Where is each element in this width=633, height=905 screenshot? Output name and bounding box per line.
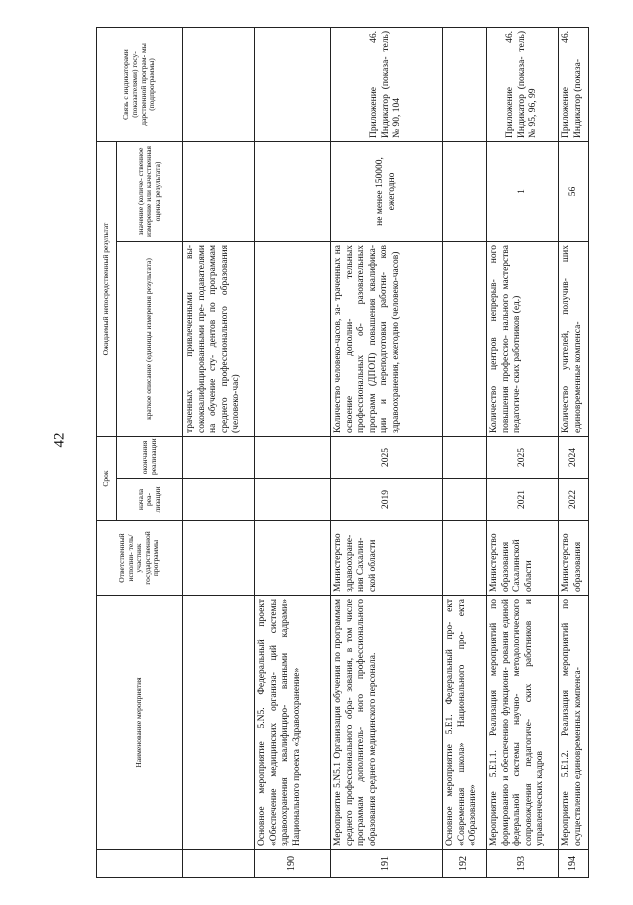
rotated-page (96, 28, 606, 878)
measures-table (96, 27, 589, 878)
row-value: 56 (559, 142, 589, 242)
row-name: Основное мероприятие 5.N5. Федеральный проект «Обеспечение медицинских организа- ций системы здравоохранения квалифициро- ванными кадрами» Национального проекта «Здравоохранение» (255, 596, 331, 850)
table-row (255, 28, 331, 878)
row-link: Приложение 46. Индикатор (показа- тель) № 95, 96, 99 (487, 28, 559, 142)
row-start (183, 479, 255, 521)
row-num: 194 (559, 850, 589, 878)
row-responsible (443, 521, 487, 596)
row-value (255, 142, 331, 242)
row-value (183, 142, 255, 242)
row-name (183, 596, 255, 850)
page-number: 42 (51, 432, 68, 448)
table-row (559, 28, 589, 878)
row-link: Приложение 46. Индикатор (показа- тель) № 90, 104 (331, 28, 443, 142)
header-indicator-link: Связь с индикаторами (показателями) госу- дарственной програм- мы (подпрограммы) (97, 28, 183, 142)
row-desc: Количество человеко-часов, за- траченных на освоение дополни- тельных профессиональных об- разовательных программ (ДПОП) повышения квалифика- ции и переподготовки работни- ков здравоохранения, ежегодно (человеко-часов) (331, 242, 443, 437)
row-responsible: Министерство здравоохране- ния Сахалин- ской области (331, 521, 443, 596)
row-end (443, 437, 487, 479)
table-row (331, 28, 443, 878)
row-start: 2022 (559, 479, 589, 521)
row-link: Приложение 46. Индикатор (показа- (559, 28, 589, 142)
header-name: Наименование мероприятия (97, 596, 183, 850)
row-link (255, 28, 331, 142)
row-link (443, 28, 487, 142)
row-value (443, 142, 487, 242)
row-desc: траченных привлеченными вы- сококвалифицированными пре- подавателями на обучение сту- дентов по программам среднего профессионального образования (человеко-час) (183, 242, 255, 437)
header-expected-result: Ожидаемый непосредственный результат (97, 142, 117, 437)
row-value: 1 (487, 142, 559, 242)
row-responsible: Министерство образования (559, 521, 589, 596)
header-short-desc: краткое описание (единицы измерения результата) (117, 242, 183, 437)
row-end (255, 437, 331, 479)
table-row (443, 28, 487, 878)
row-responsible: Министерство образования Сахалинской области (487, 521, 559, 596)
row-end: 2024 (559, 437, 589, 479)
row-value: не менее 150000, ежегодно (331, 142, 443, 242)
row-num: 191 (331, 850, 443, 878)
table-row (183, 28, 255, 878)
row-name: Основное мероприятие 5.E1. Федеральный про- ект «Современная школа» Национального про- екта «Образование» (443, 596, 487, 850)
header-num (97, 850, 183, 878)
row-name: Мероприятие 5.E1.2. Реализация мероприятий по осуществлению единовременных компенса- (559, 596, 589, 850)
row-responsible (183, 521, 255, 596)
row-num: 193 (487, 850, 559, 878)
header-term: Срок (97, 437, 117, 521)
row-num (183, 850, 255, 878)
row-end (183, 437, 255, 479)
header-value: значение (количе- ственное измерение или качественная оценка результата) (117, 142, 183, 242)
row-end: 2025 (331, 437, 443, 479)
row-link (183, 28, 255, 142)
row-start (443, 479, 487, 521)
row-desc (443, 242, 487, 437)
row-start (255, 479, 331, 521)
row-desc: Количество учителей, получив- ших единовременные компенса- (559, 242, 589, 437)
row-name: Мероприятие 5.E1.1. Реализация мероприятий по формированию и обеспечению функциони- рования единой федеральной системы научно- методологического сопровождения педагогиче- ских работников и управленческих кадров (487, 596, 559, 850)
row-num: 190 (255, 850, 331, 878)
row-num: 192 (443, 850, 487, 878)
header-start: начала реа- лизации (117, 479, 183, 521)
row-desc: Количество центров непрерыв- ного повышения профессио- нального мастерства педагогиче- ских работников (ед.) (487, 242, 559, 437)
row-desc (255, 242, 331, 437)
row-start: 2019 (331, 479, 443, 521)
row-name: Мероприятие 5.N5.1 Организация обучения по программам среднего профессионального обра- зования, в том числе программам дополнитель- ного профессионального образования среднего медицинского персонала. (331, 596, 443, 850)
header-responsible: Ответственный исполни- тель/участник государственной программы (97, 521, 183, 596)
row-responsible (255, 521, 331, 596)
row-start: 2021 (487, 479, 559, 521)
table-row (487, 28, 559, 878)
row-end: 2025 (487, 437, 559, 479)
header-end: окончания реализации (117, 437, 183, 479)
